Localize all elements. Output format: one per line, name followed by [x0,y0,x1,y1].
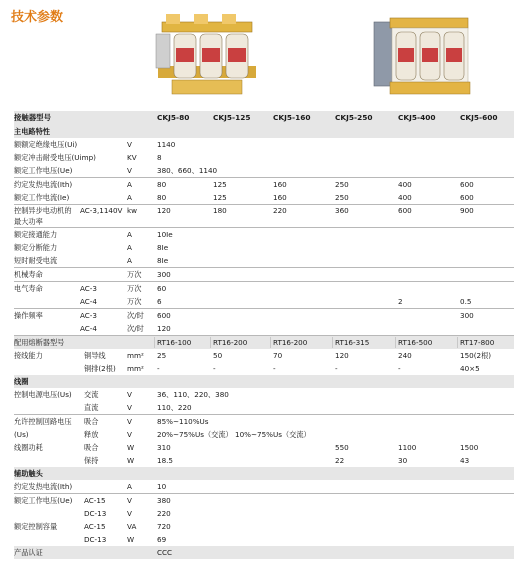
param-unit: 次/时 [127,324,144,333]
param-sub: AC-15 [84,496,106,505]
technical-parameters-table [14,111,514,559]
param-unit: A [127,193,132,202]
param-name: 额定工作电流(Ie) [14,193,70,202]
param-name: 约定发热电流(Ith) [14,180,73,189]
param-unit: W [127,456,135,465]
table-row [14,480,514,493]
param-value: 120 [157,324,171,333]
model-header: CKJ5-600 [460,113,498,122]
model-header: CKJ5-250 [335,113,373,122]
fuse-value: RT17-800 [460,338,495,347]
param-sub: 吸合 [84,443,99,452]
param-name: 操作频率 [14,311,43,320]
param-value: 380 [157,496,171,505]
param-value: 310 [157,443,171,452]
param-value: 125 [213,193,227,202]
param-value: 300 [157,270,171,279]
table-row [14,267,514,281]
param-sub: AC-3,1140V [80,206,123,215]
table-row [14,533,514,546]
param-value: CCC [157,548,173,557]
param-value: 1140 [157,140,176,149]
param-value: 8Ie [157,256,169,265]
param-name: 额定控制容量 [14,522,58,531]
param-name: 控制异步电动机的最大功率 [14,206,72,226]
param-value: 1500 [460,443,479,452]
param-name: 线圈功耗 [14,443,43,452]
param-sub: 铜排(2根) [84,364,116,373]
column-separator [154,337,155,348]
table-row [14,322,514,335]
header-label: 接触器型号 [14,113,51,122]
param-value: 300 [460,311,474,320]
param-value: 160 [273,180,287,189]
param-unit: V [127,403,132,412]
table-row [14,177,514,191]
param-value: 30 [398,456,408,465]
table-row [14,441,514,454]
param-value: 240 [398,351,412,360]
param-value: 120 [335,351,349,360]
param-name: 额额定绝缘电压(Ui) [14,140,78,149]
param-value: 720 [157,522,171,531]
table-row [14,281,514,295]
column-separator [270,337,271,348]
param-value: 220 [273,206,287,215]
param-value: 110、220 [157,403,192,412]
table-row [14,254,514,267]
param-unit: W [127,443,135,452]
table-row [14,520,514,533]
param-sub: DC-13 [84,535,107,544]
param-unit: A [127,230,132,239]
param-unit: W [127,535,135,544]
param-unit: V [127,390,132,399]
param-unit: kw [127,206,138,215]
param-unit: A [127,256,132,265]
table-row [14,204,514,227]
param-unit: V [127,430,132,439]
param-sub: 交流 [84,390,99,399]
column-separator [457,337,458,348]
param-name: 控制电源电压(Us) [14,390,72,399]
param-value: 80 [157,193,167,202]
param-sub: AC-3 [80,284,97,293]
param-sub: AC-4 [80,324,97,333]
param-value: 380、660、1140 [157,166,218,175]
section-title: 线圈 [14,377,29,386]
param-value: 120 [157,206,171,215]
param-name: (Us) [14,430,29,439]
fuse-value: RT16-315 [335,338,370,347]
param-value: 10Ie [157,230,173,239]
param-value: 50 [213,351,223,360]
param-value: 85%~110%Us [157,417,209,426]
param-unit: 次/时 [127,311,144,320]
table-row [14,493,514,507]
table-row [14,414,514,428]
param-sub: DC-13 [84,509,107,518]
param-value: 600 [157,311,171,320]
column-separator [332,337,333,348]
param-value: 250 [335,180,349,189]
param-value: 18.5 [157,456,174,465]
param-sub: 铜导线 [84,351,106,360]
param-value: 125 [213,180,227,189]
param-unit: 万次 [127,297,142,306]
table-row [14,308,514,322]
param-value: 22 [335,456,345,465]
param-unit: V [127,140,132,149]
param-value: 180 [213,206,227,215]
param-value: 400 [398,193,412,202]
param-sub: 吸合 [84,417,99,426]
param-value: 43 [460,456,470,465]
param-value: 600 [460,193,474,202]
param-value: - [335,364,338,373]
model-header: CKJ5-400 [398,113,436,122]
param-name: 额定冲击耐受电压(Uimp) [14,153,96,162]
table-row [14,428,514,441]
column-separator [210,337,211,348]
table-row [14,401,514,414]
param-value: 8 [157,153,162,162]
fuse-value: RT16-100 [157,338,192,347]
section-main-circuit [14,125,514,138]
param-name: 机械寿命 [14,270,43,279]
contactor-product-photo-small [152,12,262,100]
param-value: 600 [460,180,474,189]
model-header: CKJ5-160 [273,113,311,122]
table-row [14,164,514,177]
table-row [14,507,514,520]
param-value: 69 [157,535,167,544]
param-unit: V [127,166,132,175]
param-value: 220 [157,509,171,518]
certification-row [14,546,514,559]
param-name: 额定接通能力 [14,230,58,239]
table-row [14,191,514,204]
param-name: 约定发热电流(Ith) [14,482,73,491]
model-header: CKJ5-80 [157,113,190,122]
table-row [14,227,514,241]
param-unit: mm² [127,364,144,373]
fuse-row [14,335,514,349]
param-unit: mm² [127,351,144,360]
table-row [14,362,514,375]
section-title: 辅助触头 [14,469,43,478]
param-name: 电气寿命 [14,284,43,293]
page-title: 技术参数 [11,10,64,25]
param-name: 短时耐受电流 [14,256,58,265]
contactor-product-photo-large [372,14,472,100]
table-row [14,241,514,254]
table-row [14,151,514,164]
param-unit: V [127,496,132,505]
param-value: 150(2根) [460,351,492,360]
param-value: - [213,364,216,373]
param-sub: AC-4 [80,297,97,306]
param-unit: 万次 [127,284,142,293]
param-value: 1100 [398,443,417,452]
table-row [14,454,514,467]
param-unit: A [127,482,132,491]
param-value: 8Ie [157,243,169,252]
param-sub: 保持 [84,456,99,465]
table-row [14,349,514,362]
param-value: 36、110、220、380 [157,390,229,399]
param-sub: 释放 [84,430,99,439]
param-name: 额定工作电压(Ue) [14,496,73,505]
section-title: 主电路特性 [14,127,50,136]
param-name: 允许控制回路电压 [14,417,72,426]
fuse-value: RT16-200 [213,338,248,347]
param-value: 0.5 [460,297,472,306]
param-value: 2 [398,297,403,306]
param-value: - [157,364,160,373]
table-header-row [14,111,514,125]
table-row [14,295,514,308]
param-value: 550 [335,443,349,452]
param-value: 6 [157,297,162,306]
fuse-value: RT16-200 [273,338,308,347]
param-unit: KV [127,153,137,162]
param-value: - [398,364,401,373]
param-name: 产品认证 [14,548,43,557]
section-coil [14,375,514,388]
param-name: 额定工作电压(Ue) [14,166,73,175]
param-unit: A [127,180,132,189]
param-value: 70 [273,351,283,360]
param-name: 接线能力 [14,351,43,360]
param-unit: V [127,509,132,518]
param-sub: AC-3 [80,311,97,320]
table-row [14,388,514,401]
param-name: 额定分断能力 [14,243,58,252]
model-header: CKJ5-125 [213,113,251,122]
param-unit: V [127,417,132,426]
param-sub: AC-15 [84,522,106,531]
param-value: 400 [398,180,412,189]
param-value: 10 [157,482,167,491]
table-row [14,138,514,151]
param-name: 配用熔断器型号 [14,338,65,347]
param-value: 80 [157,180,167,189]
section-aux-contacts [14,467,514,480]
param-value: - [273,364,276,373]
param-unit: 万次 [127,270,142,279]
fuse-value: RT16-500 [398,338,433,347]
param-value: 20%~75%Us（交流） 10%~75%Us（交流） [157,430,311,439]
param-value: 40×5 [460,364,480,373]
param-value: 60 [157,284,167,293]
param-unit: VA [127,522,137,531]
param-unit: A [127,243,132,252]
param-value: 250 [335,193,349,202]
param-value: 900 [460,206,474,215]
param-value: 360 [335,206,349,215]
param-value: 600 [398,206,412,215]
param-value: 25 [157,351,167,360]
param-sub: 直流 [84,403,99,412]
param-value: 160 [273,193,287,202]
column-separator [395,337,396,348]
